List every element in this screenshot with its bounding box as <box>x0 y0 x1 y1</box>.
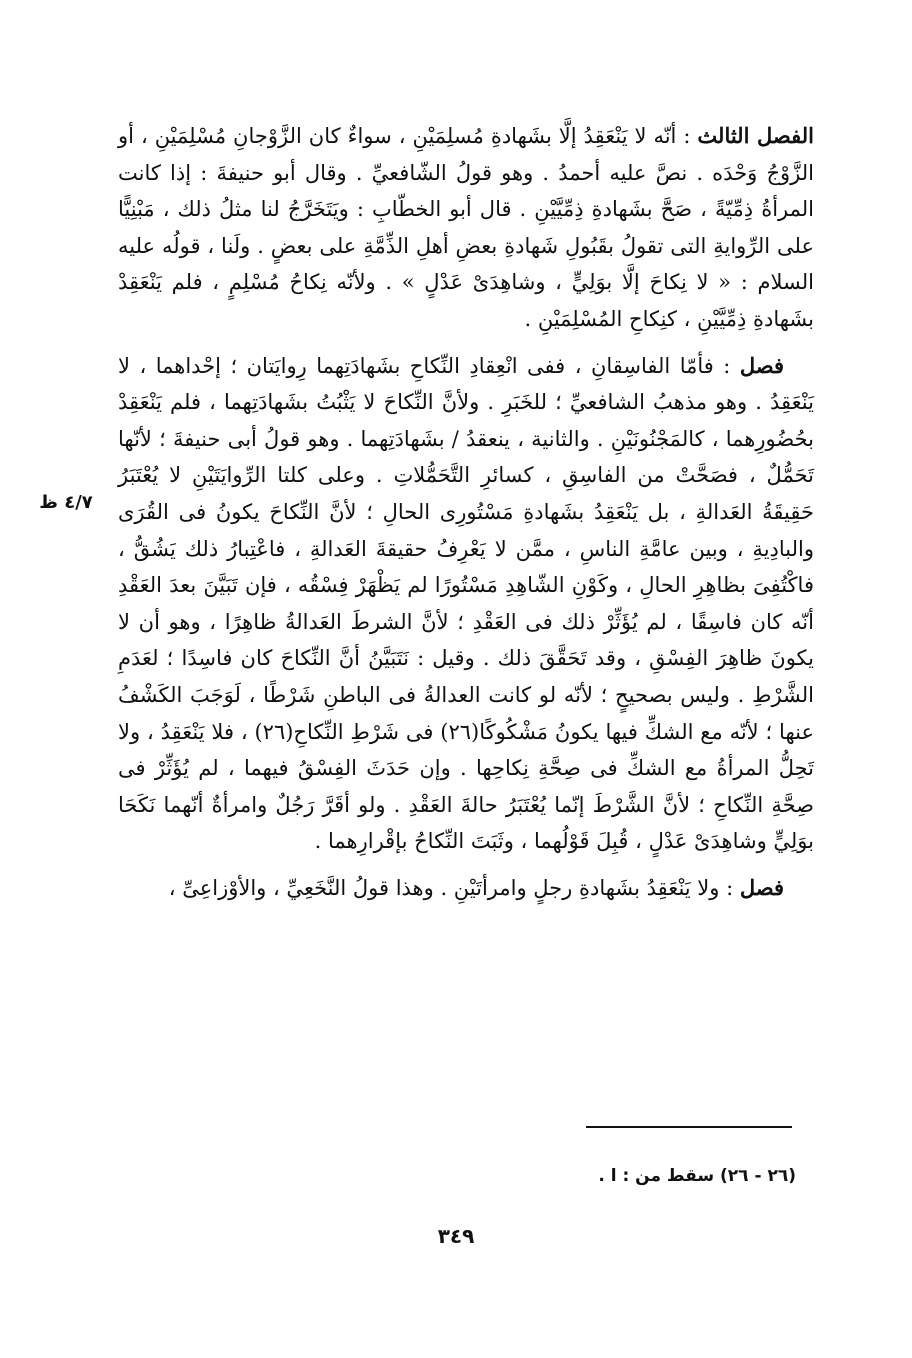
page-number: ٣٤٩ <box>437 1224 475 1248</box>
paragraph-third-section <box>118 118 814 338</box>
paragraph-text: : فأمّا الفاسِقانِ ، ففى انْعِقادِ النِّكاحِ بشَهادَتِهما رِوايَتان ؛ إحْداهما ، لا يَنْعَقِدُ . وهو مذهبُ الشافعيِّ ؛ للخَبَرِ . ولأنَّ النِّكاحَ لا يَثْبُتُ بشَهادَتِهما ، فلم يَنْعَقِدْ بحُضُورِهما ، كالمَجْنُونَيْنِ . والثانية ، ينعقدُ / بشَهادَتِهما . وهو قولُ أبى حنيفةَ ؛ لأنّها تَحَمُّلٌ ، فصَحَّتْ من الفاسِقِ ، كسائرِ التَّحَمُّلاتِ . وعلى كلتا الرِّوايَتَيْنِ لا يُعْتَبَرُ حَقِيقَةُ العَدالةِ ، بل يَنْعَقِدُ بشَهادةِ مَسْتُورِى الحالِ ؛ لأنَّ النِّكاحَ يكونُ فى القُرَى والبادِيةِ ، وبين عامَّةِ الناسِ ، ممَّن لا يَعْرِفُ حقيقةَ العَدالةِ ، فاعْتِبارُ ذلك يَشُقُّ ، فاكْتُفِىَ بظاهِرِ الحالِ ، وكَوْنِ الشّاهِدِ مَسْتُورًا لم يَظْهَرْ فِسْقُه ، فإن تَبَيَّنَ بعدَ العَقْدِ أنّه كان فاسِقًا ، لم يُؤَثِّرْ ذلك فى العَقْدِ ؛ لأنَّ الشرطَ العَدالةُ ظاهِرًا ، وهو أن لا يكونَ ظاهِرَ الفِسْقِ ، وقد تَحَقَّقَ ذلك . وقيل : نَتَبَيَّنُ أنَّ النِّكاحَ كان فاسِدًا ؛ لعَدَمِ الشَّرْطِ . وليس بصحيحٍ ؛ لأنّه لو كانت العدالةُ فى الباطنِ شَرْطًا ، لَوَجَبَ الكَشْفُ عنها ؛ لأنّه مع الشكِّ فيها يكونُ مَشْكُوكًا(٢٦) فى شَرْطِ النِّكاحِ(٢٦) ، فلا يَنْعَقِدُ ، ولا تَحِلُّ المرأةُ مع الشكِّ فى صِحَّةِ نِكاحِها . وإن حَدَثَ الفِسْقُ فيهما ، لم يُؤَثِّرْ فى صِحَّةِ النِّكاحِ ؛ لأنَّ الشَّرْطَ إنّما يُعْتَبَرُ حالةَ العَقْدِ . ولو أقَرَّ رَجُلٌ وامرأةٌ أنّهما نَكَحَا بوَلِيٍّ وشاهِدَىْ عَدْلٍ ، قُبِلَ قَوْلُهما ، وثَبَتَ النِّكاحُ بإقْرارِهما . <box>118 353 814 854</box>
footnote: (٢٦ - ٢٦) سقط من : ا . <box>598 1166 796 1186</box>
paragraph-fasl-man-two-women <box>118 870 814 907</box>
footnote-divider <box>586 1126 792 1128</box>
paragraph-text: : أنّه لا يَنْعَقِدُ إلَّا بشَهادةِ مُسلِمَيْنِ ، سواءٌ كان الزَّوْجانِ مُسْلِمَيْنِ ، أو الزَّوْجُ وَحْدَه . نصَّ عليه أحمدُ . وهو قولُ الشّافعيِّ . وقال أبو حنيفةَ : إذا كانت المرأةُ ذِمِّيّةً ، صَحَّ بشَهادةِ ذِمِّيَّيْنِ . قال أبو الخطّابِ : ويَتَخَرَّجُ لنا مثلُ ذلك ، مَبْنِيًّا على الرِّوايةِ التى تقولُ بقَبُولِ شَهادةِ بعضِ أهلِ الذِّمَّةِ على بعضٍ . ولَنا ، قولُه عليه السلام : « لا نِكاحَ إلَّا بوَلِيٍّ ، وشاهِدَىْ عَدْلٍ » . ولأنّه نِكاحُ مُسْلِمٍ ، فلم يَنْعَقِدْ بشَهادةِ ذِمِّيَّيْنِ ، كنِكاحِ المُسْلِمَيْنِ . <box>118 124 814 331</box>
paragraph-fasl-witnesses-fasiq <box>118 348 814 860</box>
paragraph-text: : ولا يَنْعَقِدُ بشَهادةِ رجلٍ وامرأتَيْنِ . وهذا قولُ النَّخَعِيِّ ، والأوْزاعِىِّ ، <box>168 875 740 900</box>
section-heading: الفصل الثالث <box>697 123 814 148</box>
section-heading: فصل <box>739 352 784 378</box>
manuscript-folio-marker: ٤/٧ ظ <box>39 492 93 513</box>
section-heading: فصل <box>739 874 784 900</box>
main-text <box>118 118 814 906</box>
